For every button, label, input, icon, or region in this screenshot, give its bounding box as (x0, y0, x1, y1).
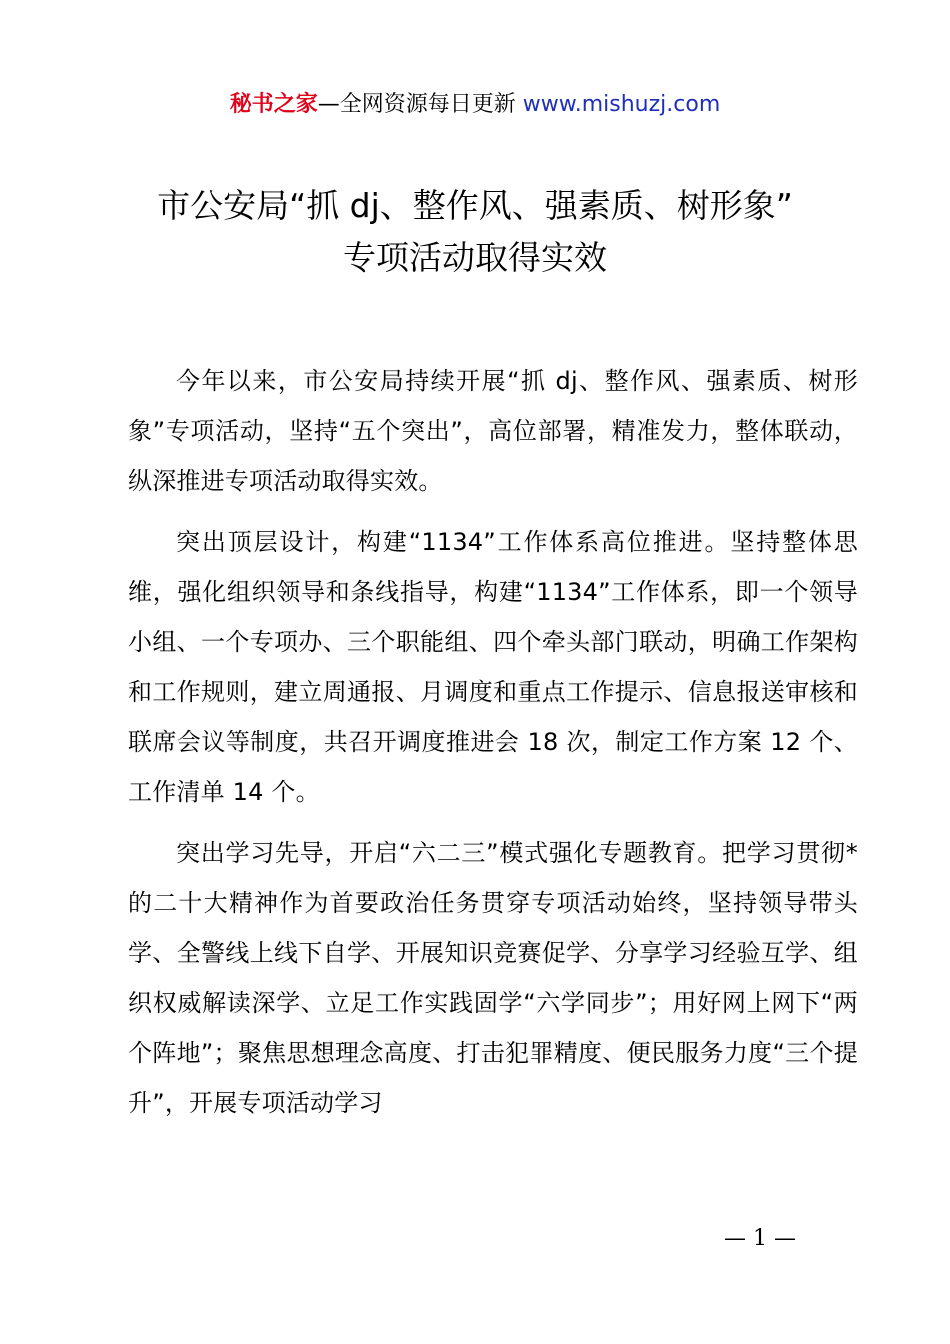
header-tagline: —全网资源每日更新 (317, 92, 523, 117)
site-url[interactable]: www.mishuzj.com (522, 92, 721, 117)
brand-name: 秘书之家 (229, 92, 318, 117)
paragraph-top-level-design: 突出顶层设计，构建“1134”工作体系高位推进。坚持整体思维，强化组织领导和条线指导，构建“1134”工作体系，即一个领导小组、一个专项办、三个职能组、四个牵头部门联动，明确工作架构和工作规则，建立周通报、月调度和重点工作提示、信息报送审核和联席会议等制度，共召开调度推进会 18 次，制定工作方案 12 个、工作清单 14 个。 (128, 528, 858, 806)
page-number: — 1 — (724, 1226, 796, 1251)
paragraph-intro: 今年以来，市公安局持续开展“抓 dj、整作风、强素质、树形象”专项活动，坚持“五个突出”，高位部署，精准发力，整体联动，纵深推进专项活动取得实效。 (128, 367, 858, 495)
document-title (60, 180, 890, 284)
document-body (128, 356, 858, 1139)
title-line-2: 专项活动取得实效 (343, 238, 607, 277)
title-line-1: 市公安局“抓 dj、整作风、强素质、树形象” (157, 186, 793, 225)
paragraph-study-guidance: 突出学习先导，开启“六二三”模式强化专题教育。把学习贯彻*的二十大精神作为首要政治任务贯穿专项活动始终，坚持领导带头学、全警线上线下自学、开展知识竞赛促学、分享学习经验互学、组织权威解读深学、立足工作实践固学“六学同步”；用好网上网下“两个阵地”；聚焦思想理念高度、打击犯罪精度、便民服务力度“三个提升”，开展专项活动学习 (128, 839, 858, 1117)
site-header (0, 88, 950, 122)
